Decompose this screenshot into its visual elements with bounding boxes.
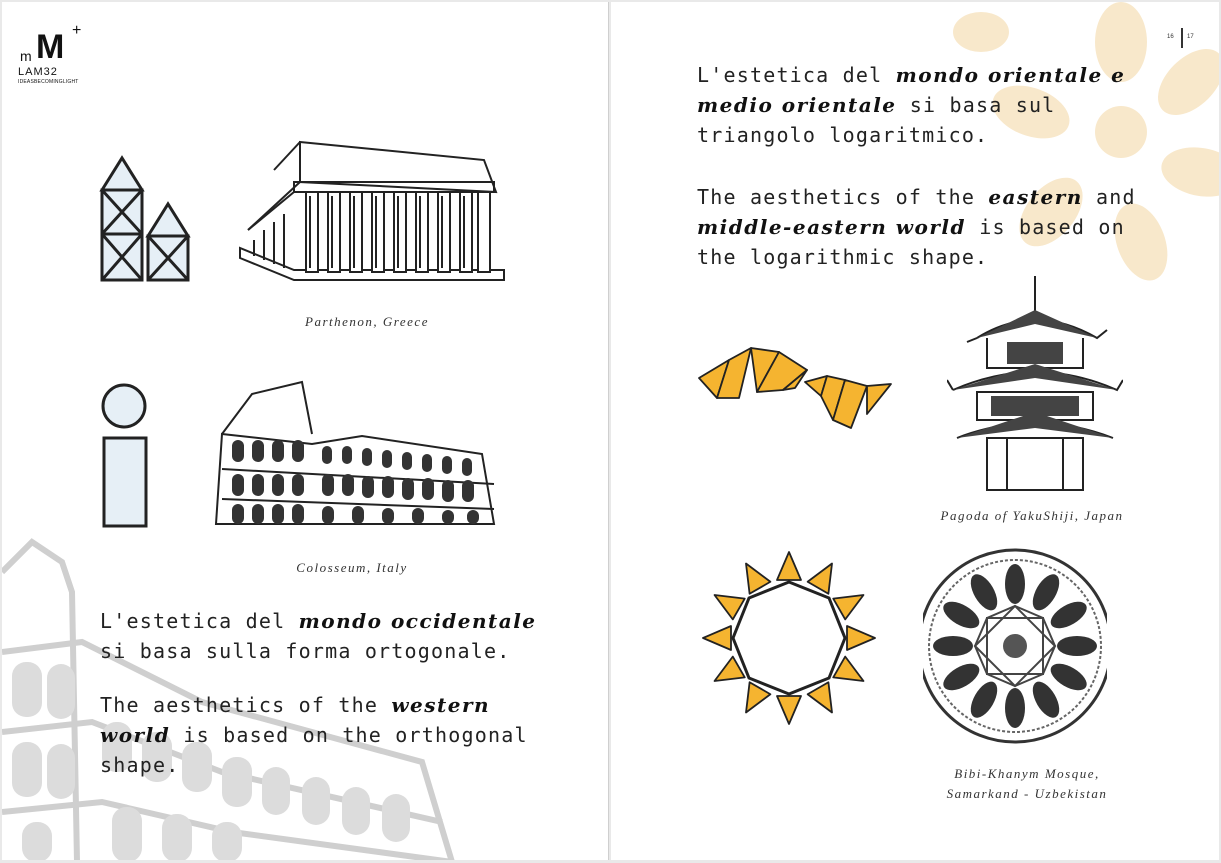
para-text: shape. bbox=[100, 753, 180, 777]
pagoda-illustration bbox=[947, 272, 1123, 494]
orthogonal-shapes-diagram bbox=[98, 154, 196, 286]
logo-small-m: m bbox=[20, 48, 32, 64]
caption-colosseum: Colosseum, Italy bbox=[296, 560, 408, 575]
circle-rectangle-diagram bbox=[98, 382, 154, 532]
right-paragraph-italian bbox=[697, 60, 1137, 150]
mosque-rosette-illustration bbox=[923, 544, 1107, 748]
para-emphasis: mondo orientale e bbox=[895, 63, 1126, 87]
para-text: si basa sulla forma ortogonale. bbox=[100, 639, 511, 663]
caption-pagoda: Pagoda of YakuShiji, Japan bbox=[940, 508, 1124, 523]
brand-logo bbox=[16, 22, 96, 88]
para-text: L'estetica del bbox=[100, 609, 299, 633]
caption-mosque-line-1: Bibi-Khanym Mosque, bbox=[954, 766, 1100, 781]
logo-word: LAM32 bbox=[18, 66, 58, 78]
para-text: and bbox=[1082, 185, 1136, 209]
para-emphasis: eastern bbox=[988, 185, 1083, 209]
para-emphasis: medio orientale bbox=[697, 93, 897, 117]
para-text: the logarithmic shape. bbox=[697, 245, 989, 269]
left-paragraph-english bbox=[100, 690, 580, 780]
para-emphasis: mondo occidentale bbox=[298, 609, 537, 633]
para-emphasis: middle-eastern world bbox=[697, 215, 966, 239]
para-text: si basa sul bbox=[896, 93, 1056, 117]
para-text: The aesthetics of the bbox=[697, 185, 989, 209]
page-number-divider bbox=[1181, 28, 1183, 48]
colosseum-illustration bbox=[212, 374, 498, 546]
logo-plus: + bbox=[72, 22, 82, 39]
para-text: triangolo logaritmico. bbox=[697, 123, 989, 147]
caption-mosque-line-2: Samarkand - Uzbekistan bbox=[946, 786, 1108, 801]
right-paragraph-english bbox=[697, 182, 1137, 272]
caption-parthenon: Parthenon, Greece bbox=[305, 314, 429, 329]
para-text: L'estetica del bbox=[697, 63, 896, 87]
page-numbers bbox=[1167, 28, 1207, 50]
para-text: The aesthetics of the bbox=[100, 693, 392, 717]
logo-main-m: M bbox=[36, 28, 65, 66]
para-text: is based on the orthogonal bbox=[170, 723, 528, 747]
left-paragraph-italian bbox=[100, 606, 580, 666]
page-number-left: 16 bbox=[1167, 34, 1174, 40]
parthenon-illustration bbox=[234, 130, 510, 300]
page-number-right: 17 bbox=[1187, 34, 1194, 40]
para-emphasis: world bbox=[100, 723, 171, 747]
right-page bbox=[611, 2, 1219, 860]
logo-tagline: IDEASBECOMINGLIGHT bbox=[18, 79, 79, 85]
para-emphasis: western bbox=[391, 693, 491, 717]
para-text: is based on bbox=[965, 215, 1125, 239]
star-triangles-diagram bbox=[701, 550, 877, 726]
logarithmic-triangles-diagram bbox=[695, 342, 895, 442]
caption-mosque bbox=[917, 764, 1137, 804]
left-page bbox=[2, 2, 609, 860]
